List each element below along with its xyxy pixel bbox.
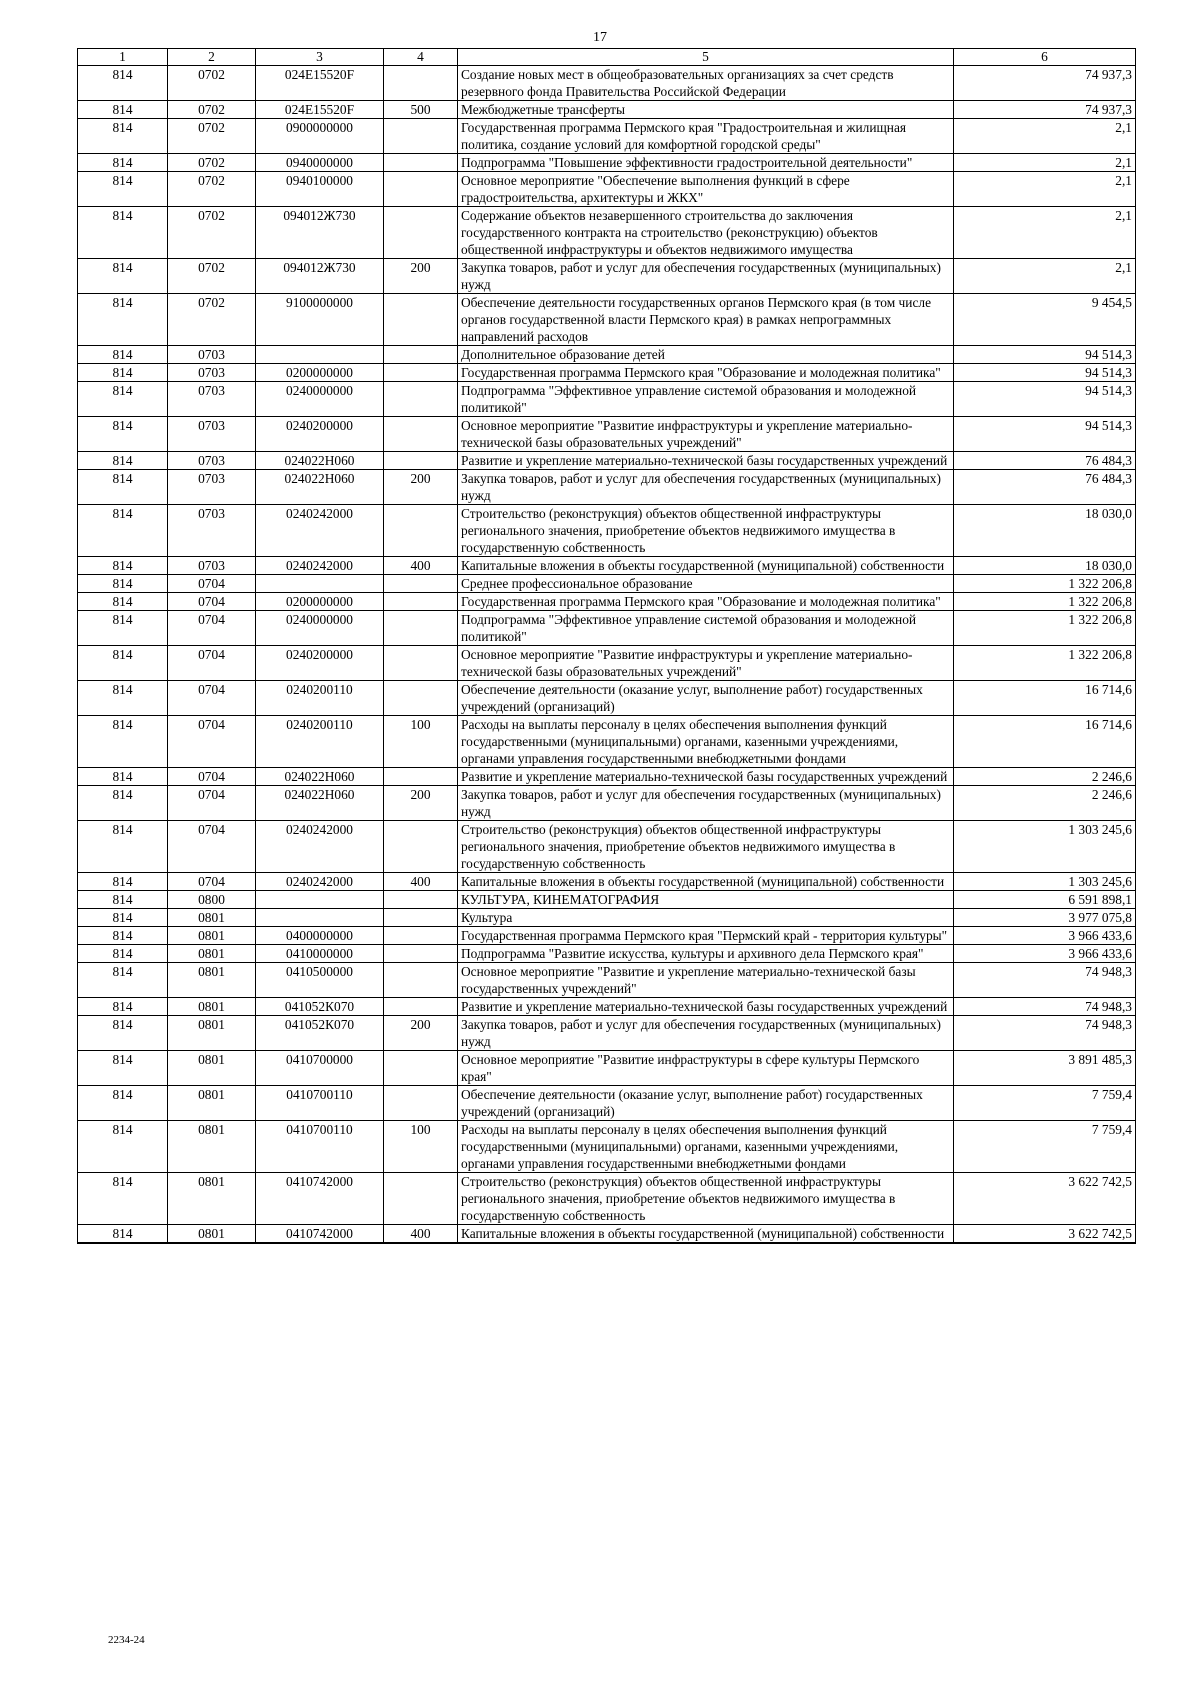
amount-cell: 74 937,3: [954, 101, 1136, 119]
admin-code-cell: 814: [78, 611, 168, 646]
target-article-cell: 0410700000: [256, 1051, 384, 1086]
amount-cell: 94 514,3: [954, 346, 1136, 364]
admin-code-cell: 814: [78, 172, 168, 207]
table-row: [78, 963, 1136, 998]
expense-type-cell: [384, 681, 458, 716]
target-article-cell: 0410700110: [256, 1121, 384, 1173]
target-article-cell: 0410000000: [256, 945, 384, 963]
expense-type-cell: [384, 998, 458, 1016]
target-article-cell: [256, 909, 384, 927]
section-code-cell: 0703: [168, 452, 256, 470]
section-code-cell: 0703: [168, 505, 256, 557]
description-cell: Развитие и укрепление материально-технической базы государственных учреждений: [458, 452, 954, 470]
target-article-cell: [256, 891, 384, 909]
section-code-cell: 0801: [168, 998, 256, 1016]
section-code-cell: 0801: [168, 1173, 256, 1225]
section-code-cell: 0704: [168, 768, 256, 786]
expense-type-cell: 100: [384, 716, 458, 768]
table-row: [78, 909, 1136, 927]
table-row: [78, 259, 1136, 294]
expense-type-cell: [384, 575, 458, 593]
target-article-cell: 094012Ж730: [256, 259, 384, 294]
table-row: [78, 611, 1136, 646]
table-row: [78, 891, 1136, 909]
target-article-cell: 0200000000: [256, 364, 384, 382]
admin-code-cell: 814: [78, 681, 168, 716]
section-code-cell: 0703: [168, 382, 256, 417]
table-row: [78, 346, 1136, 364]
table-row: [78, 998, 1136, 1016]
target-article-cell: 0410700110: [256, 1086, 384, 1121]
admin-code-cell: 814: [78, 119, 168, 154]
admin-code-cell: 814: [78, 768, 168, 786]
amount-cell: 74 948,3: [954, 1016, 1136, 1051]
expense-type-cell: 500: [384, 101, 458, 119]
description-cell: Обеспечение деятельности государственных органов Пермского края (в том числе органов государственной власти Пермского края) в рамках непрограммных направлений расходов: [458, 294, 954, 346]
amount-cell: 6 591 898,1: [954, 891, 1136, 909]
amount-cell: 74 948,3: [954, 998, 1136, 1016]
section-code-cell: 0801: [168, 1121, 256, 1173]
admin-code-cell: 814: [78, 945, 168, 963]
table-row: [78, 821, 1136, 873]
expense-type-cell: [384, 646, 458, 681]
description-cell: Основное мероприятие "Обеспечение выполнения функций в сфере градостроительства, архитектуры и ЖКХ": [458, 172, 954, 207]
description-cell: Строительство (реконструкция) объектов общественной инфраструктуры регионального значения, приобретение объектов недвижимого имущества в государственную собственность: [458, 1173, 954, 1225]
amount-cell: 7 759,4: [954, 1086, 1136, 1121]
expense-type-cell: [384, 294, 458, 346]
section-code-cell: 0801: [168, 1225, 256, 1244]
description-cell: Основное мероприятие "Развитие инфраструктуры в сфере культуры Пермского края": [458, 1051, 954, 1086]
column-header-1: 1: [78, 49, 168, 66]
admin-code-cell: 814: [78, 470, 168, 505]
description-cell: Капитальные вложения в объекты государственной (муниципальной) собственности: [458, 1225, 954, 1244]
amount-cell: 74 937,3: [954, 66, 1136, 101]
description-cell: КУЛЬТУРА, КИНЕМАТОГРАФИЯ: [458, 891, 954, 909]
admin-code-cell: 814: [78, 716, 168, 768]
expense-type-cell: [384, 207, 458, 259]
table-row: [78, 154, 1136, 172]
description-cell: Строительство (реконструкция) объектов общественной инфраструктуры регионального значения, приобретение объектов недвижимого имущества в государственную собственность: [458, 505, 954, 557]
expense-type-cell: 400: [384, 873, 458, 891]
expense-type-cell: [384, 611, 458, 646]
admin-code-cell: 814: [78, 786, 168, 821]
expense-type-cell: 200: [384, 470, 458, 505]
amount-cell: 94 514,3: [954, 417, 1136, 452]
section-code-cell: 0704: [168, 873, 256, 891]
table-row: [78, 1016, 1136, 1051]
budget-table: [77, 48, 1136, 1244]
admin-code-cell: 814: [78, 1086, 168, 1121]
admin-code-cell: 814: [78, 154, 168, 172]
target-article-cell: 0240242000: [256, 557, 384, 575]
section-code-cell: 0702: [168, 154, 256, 172]
description-cell: Закупка товаров, работ и услуг для обеспечения государственных (муниципальных) нужд: [458, 786, 954, 821]
table-row: [78, 470, 1136, 505]
target-article-cell: 0940100000: [256, 172, 384, 207]
admin-code-cell: 814: [78, 1051, 168, 1086]
description-cell: Закупка товаров, работ и услуг для обеспечения государственных (муниципальных) нужд: [458, 470, 954, 505]
description-cell: Обеспечение деятельности (оказание услуг, выполнение работ) государственных учреждений (организаций): [458, 1086, 954, 1121]
section-code-cell: 0800: [168, 891, 256, 909]
expense-type-cell: [384, 768, 458, 786]
expense-type-cell: [384, 66, 458, 101]
amount-cell: 2,1: [954, 172, 1136, 207]
page-number: 17: [593, 30, 607, 45]
table-row: [78, 1173, 1136, 1225]
section-code-cell: 0702: [168, 172, 256, 207]
table-row: [78, 1086, 1136, 1121]
target-article-cell: 0240000000: [256, 611, 384, 646]
section-code-cell: 0702: [168, 66, 256, 101]
admin-code-cell: 814: [78, 575, 168, 593]
target-article-cell: 0240200110: [256, 681, 384, 716]
table-row: [78, 364, 1136, 382]
admin-code-cell: 814: [78, 927, 168, 945]
section-code-cell: 0801: [168, 1016, 256, 1051]
section-code-cell: 0702: [168, 259, 256, 294]
expense-type-cell: [384, 452, 458, 470]
expense-type-cell: [384, 505, 458, 557]
amount-cell: 1 322 206,8: [954, 575, 1136, 593]
amount-cell: 94 514,3: [954, 364, 1136, 382]
admin-code-cell: 814: [78, 101, 168, 119]
section-code-cell: 0703: [168, 346, 256, 364]
target-article-cell: [256, 575, 384, 593]
column-header-4: 4: [384, 49, 458, 66]
target-article-cell: 0400000000: [256, 927, 384, 945]
amount-cell: 3 966 433,6: [954, 945, 1136, 963]
description-cell: Основное мероприятие "Развитие и укрепление материально-технической базы государственных учреждений": [458, 963, 954, 998]
description-cell: Закупка товаров, работ и услуг для обеспечения государственных (муниципальных) нужд: [458, 1016, 954, 1051]
column-header-3: 3: [256, 49, 384, 66]
section-code-cell: 0801: [168, 1051, 256, 1086]
admin-code-cell: 814: [78, 1016, 168, 1051]
expense-type-cell: [384, 1086, 458, 1121]
amount-cell: 2,1: [954, 259, 1136, 294]
table-row: [78, 119, 1136, 154]
expense-type-cell: 400: [384, 557, 458, 575]
expense-type-cell: [384, 172, 458, 207]
description-cell: Строительство (реконструкция) объектов общественной инфраструктуры регионального значения, приобретение объектов недвижимого имущества в государственную собственность: [458, 821, 954, 873]
expense-type-cell: 200: [384, 259, 458, 294]
admin-code-cell: 814: [78, 207, 168, 259]
amount-cell: 3 966 433,6: [954, 927, 1136, 945]
section-code-cell: 0702: [168, 294, 256, 346]
table-row: [78, 1225, 1136, 1244]
document-code: 2234-24: [108, 1634, 145, 1646]
table-row: [78, 294, 1136, 346]
admin-code-cell: 814: [78, 1173, 168, 1225]
expense-type-cell: 400: [384, 1225, 458, 1244]
target-article-cell: 0240200000: [256, 417, 384, 452]
admin-code-cell: 814: [78, 1121, 168, 1173]
table-row: [78, 557, 1136, 575]
section-code-cell: 0704: [168, 611, 256, 646]
amount-cell: 16 714,6: [954, 716, 1136, 768]
section-code-cell: 0702: [168, 207, 256, 259]
description-cell: Расходы на выплаты персоналу в целях обеспечения выполнения функций государственными (муниципальными) органами, казенными учреждениями, органами управления государственными внебюджетными фондами: [458, 716, 954, 768]
section-code-cell: 0704: [168, 681, 256, 716]
expense-type-cell: [384, 154, 458, 172]
amount-cell: 2 246,6: [954, 768, 1136, 786]
section-code-cell: 0704: [168, 716, 256, 768]
section-code-cell: 0703: [168, 364, 256, 382]
amount-cell: 74 948,3: [954, 963, 1136, 998]
amount-cell: 3 622 742,5: [954, 1173, 1136, 1225]
description-cell: Подпрограмма "Повышение эффективности градостроительной деятельности": [458, 154, 954, 172]
table-row: [78, 382, 1136, 417]
amount-cell: 76 484,3: [954, 470, 1136, 505]
target-article-cell: 0940000000: [256, 154, 384, 172]
admin-code-cell: 814: [78, 66, 168, 101]
amount-cell: 9 454,5: [954, 294, 1136, 346]
expense-type-cell: [384, 1051, 458, 1086]
expense-type-cell: [384, 927, 458, 945]
table-row: [78, 1121, 1136, 1173]
description-cell: Капитальные вложения в объекты государственной (муниципальной) собственности: [458, 557, 954, 575]
section-code-cell: 0801: [168, 1086, 256, 1121]
expense-type-cell: 200: [384, 1016, 458, 1051]
section-code-cell: 0704: [168, 786, 256, 821]
description-cell: Подпрограмма "Развитие искусства, культуры и архивного дела Пермского края": [458, 945, 954, 963]
amount-cell: 7 759,4: [954, 1121, 1136, 1173]
section-code-cell: 0704: [168, 593, 256, 611]
amount-cell: 18 030,0: [954, 505, 1136, 557]
table-row: [78, 452, 1136, 470]
target-article-cell: 041052К070: [256, 1016, 384, 1051]
expense-type-cell: 100: [384, 1121, 458, 1173]
table-row: [78, 593, 1136, 611]
target-article-cell: 024022Н060: [256, 768, 384, 786]
target-article-cell: 0410500000: [256, 963, 384, 998]
description-cell: Государственная программа Пермского края "Образование и молодежная политика": [458, 593, 954, 611]
table-row: [78, 575, 1136, 593]
amount-cell: 2 246,6: [954, 786, 1136, 821]
target-article-cell: 024022Н060: [256, 470, 384, 505]
expense-type-cell: [384, 346, 458, 364]
expense-type-cell: [384, 593, 458, 611]
target-article-cell: 041052К070: [256, 998, 384, 1016]
description-cell: Закупка товаров, работ и услуг для обеспечения государственных (муниципальных) нужд: [458, 259, 954, 294]
table-row: [78, 417, 1136, 452]
admin-code-cell: 814: [78, 891, 168, 909]
admin-code-cell: 814: [78, 593, 168, 611]
table-row: [78, 646, 1136, 681]
description-cell: Подпрограмма "Эффективное управление системой образования и молодежной политикой": [458, 382, 954, 417]
header-row: [78, 49, 1136, 66]
admin-code-cell: 814: [78, 452, 168, 470]
expense-type-cell: [384, 1173, 458, 1225]
amount-cell: 16 714,6: [954, 681, 1136, 716]
target-article-cell: [256, 346, 384, 364]
section-code-cell: 0702: [168, 119, 256, 154]
amount-cell: 3 977 075,8: [954, 909, 1136, 927]
expense-type-cell: [384, 417, 458, 452]
target-article-cell: 094012Ж730: [256, 207, 384, 259]
column-header-2: 2: [168, 49, 256, 66]
expense-type-cell: [384, 364, 458, 382]
amount-cell: 1 322 206,8: [954, 646, 1136, 681]
section-code-cell: 0801: [168, 909, 256, 927]
expense-type-cell: [384, 909, 458, 927]
section-code-cell: 0801: [168, 963, 256, 998]
expense-type-cell: 200: [384, 786, 458, 821]
admin-code-cell: 814: [78, 557, 168, 575]
admin-code-cell: 814: [78, 382, 168, 417]
amount-cell: 3 622 742,5: [954, 1225, 1136, 1244]
admin-code-cell: 814: [78, 873, 168, 891]
target-article-cell: 0240200110: [256, 716, 384, 768]
expense-type-cell: [384, 382, 458, 417]
target-article-cell: 0410742000: [256, 1225, 384, 1244]
target-article-cell: 0240200000: [256, 646, 384, 681]
table-row: [78, 873, 1136, 891]
description-cell: Межбюджетные трансферты: [458, 101, 954, 119]
amount-cell: 1 303 245,6: [954, 873, 1136, 891]
table-row: [78, 207, 1136, 259]
section-code-cell: 0703: [168, 417, 256, 452]
table-row: [78, 716, 1136, 768]
description-cell: Государственная программа Пермского края "Градостроительная и жилищная политика, создание условий для комфортной городской среды": [458, 119, 954, 154]
table-row: [78, 1051, 1136, 1086]
table-row: [78, 768, 1136, 786]
expense-type-cell: [384, 119, 458, 154]
amount-cell: 2,1: [954, 154, 1136, 172]
table-row: [78, 945, 1136, 963]
amount-cell: 1 322 206,8: [954, 611, 1136, 646]
target-article-cell: 0240242000: [256, 505, 384, 557]
section-code-cell: 0703: [168, 470, 256, 505]
table-row: [78, 101, 1136, 119]
amount-cell: 94 514,3: [954, 382, 1136, 417]
description-cell: Содержание объектов незавершенного строительства до заключения государственного контракта на строительство (реконструкцию) объектов общественной инфраструктуры и объектов недвижимого имущества: [458, 207, 954, 259]
section-code-cell: 0704: [168, 821, 256, 873]
admin-code-cell: 814: [78, 646, 168, 681]
admin-code-cell: 814: [78, 1225, 168, 1244]
section-code-cell: 0801: [168, 927, 256, 945]
section-code-cell: 0801: [168, 945, 256, 963]
admin-code-cell: 814: [78, 364, 168, 382]
description-cell: Создание новых мест в общеобразовательных организациях за счет средств резервного фонда Правительства Российской Федерации: [458, 66, 954, 101]
target-article-cell: 0240000000: [256, 382, 384, 417]
description-cell: Среднее профессиональное образование: [458, 575, 954, 593]
amount-cell: 76 484,3: [954, 452, 1136, 470]
target-article-cell: 0240242000: [256, 873, 384, 891]
description-cell: Развитие и укрепление материально-технической базы государственных учреждений: [458, 768, 954, 786]
expense-type-cell: [384, 891, 458, 909]
table-row: [78, 505, 1136, 557]
table-row: [78, 786, 1136, 821]
target-article-cell: 024E15520F: [256, 101, 384, 119]
description-cell: Основное мероприятие "Развитие инфраструктуры и укрепление материально-технической базы образовательных учреждений": [458, 646, 954, 681]
section-code-cell: 0704: [168, 575, 256, 593]
admin-code-cell: 814: [78, 417, 168, 452]
admin-code-cell: 814: [78, 821, 168, 873]
section-code-cell: 0702: [168, 101, 256, 119]
admin-code-cell: 814: [78, 259, 168, 294]
section-code-cell: 0703: [168, 557, 256, 575]
amount-cell: 1 322 206,8: [954, 593, 1136, 611]
target-article-cell: 024022Н060: [256, 452, 384, 470]
amount-cell: 2,1: [954, 119, 1136, 154]
admin-code-cell: 814: [78, 998, 168, 1016]
expense-type-cell: [384, 821, 458, 873]
table-row: [78, 927, 1136, 945]
target-article-cell: 9100000000: [256, 294, 384, 346]
section-code-cell: 0704: [168, 646, 256, 681]
target-article-cell: 0900000000: [256, 119, 384, 154]
description-cell: Развитие и укрепление материально-технической базы государственных учреждений: [458, 998, 954, 1016]
amount-cell: 2,1: [954, 207, 1136, 259]
admin-code-cell: 814: [78, 963, 168, 998]
description-cell: Подпрограмма "Эффективное управление системой образования и молодежной политикой": [458, 611, 954, 646]
description-cell: Капитальные вложения в объекты государственной (муниципальной) собственности: [458, 873, 954, 891]
amount-cell: 18 030,0: [954, 557, 1136, 575]
admin-code-cell: 814: [78, 294, 168, 346]
admin-code-cell: 814: [78, 346, 168, 364]
admin-code-cell: 814: [78, 505, 168, 557]
column-header-5: 5: [458, 49, 954, 66]
expense-type-cell: [384, 945, 458, 963]
target-article-cell: 0240242000: [256, 821, 384, 873]
admin-code-cell: 814: [78, 909, 168, 927]
description-cell: Обеспечение деятельности (оказание услуг, выполнение работ) государственных учреждений (организаций): [458, 681, 954, 716]
description-cell: Дополнительное образование детей: [458, 346, 954, 364]
expense-type-cell: [384, 963, 458, 998]
description-cell: Основное мероприятие "Развитие инфраструктуры и укрепление материально-технической базы образовательных учреждений": [458, 417, 954, 452]
table-row: [78, 66, 1136, 101]
target-article-cell: 0200000000: [256, 593, 384, 611]
target-article-cell: 024022Н060: [256, 786, 384, 821]
description-cell: Культура: [458, 909, 954, 927]
column-header-6: 6: [954, 49, 1136, 66]
description-cell: Государственная программа Пермского края "Пермский край - территория культуры": [458, 927, 954, 945]
table-row: [78, 172, 1136, 207]
target-article-cell: 0410742000: [256, 1173, 384, 1225]
description-cell: Государственная программа Пермского края "Образование и молодежная политика": [458, 364, 954, 382]
amount-cell: 3 891 485,3: [954, 1051, 1136, 1086]
amount-cell: 1 303 245,6: [954, 821, 1136, 873]
description-cell: Расходы на выплаты персоналу в целях обеспечения выполнения функций государственными (муниципальными) органами, казенными учреждениями, органами управления государственными внебюджетными фондами: [458, 1121, 954, 1173]
table-row: [78, 681, 1136, 716]
target-article-cell: 024E15520F: [256, 66, 384, 101]
